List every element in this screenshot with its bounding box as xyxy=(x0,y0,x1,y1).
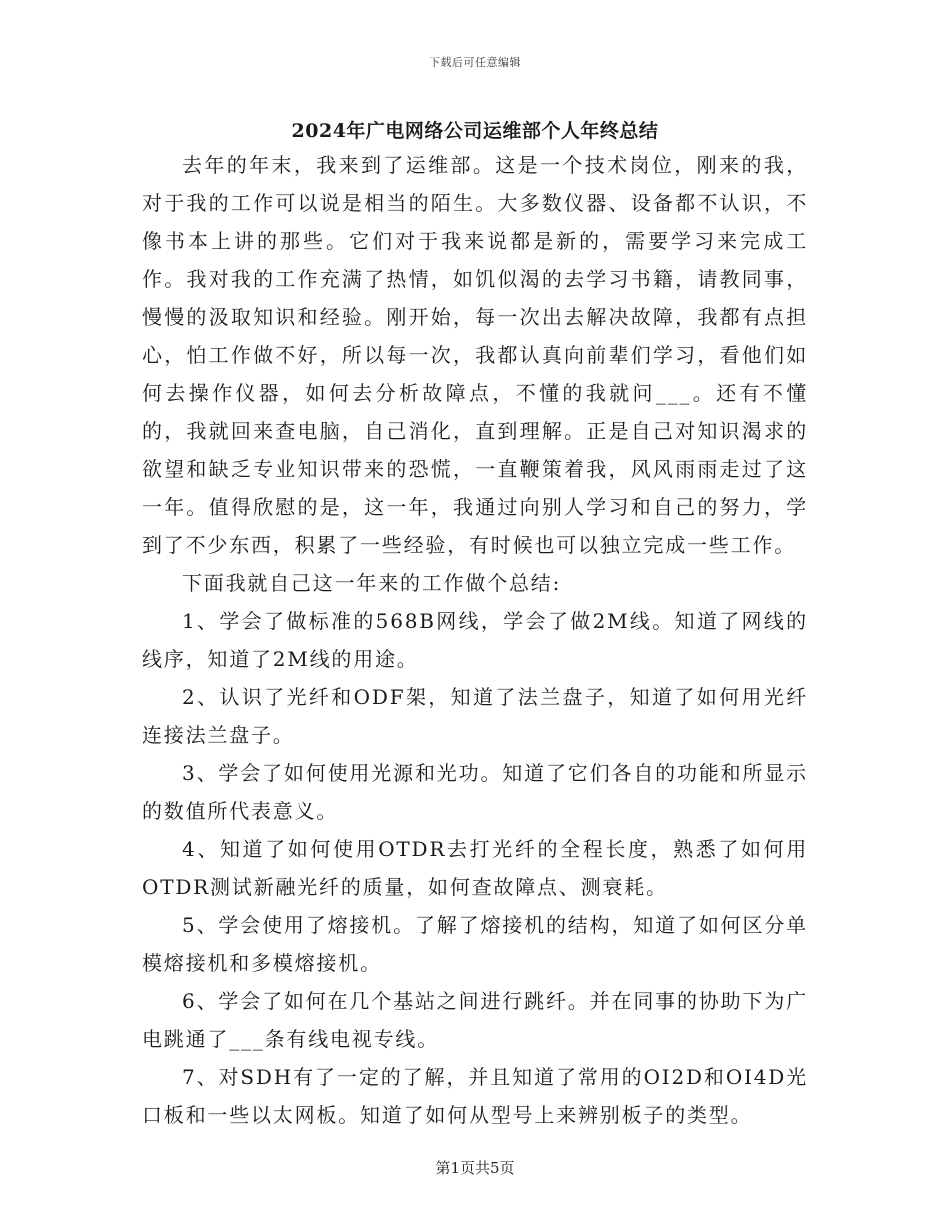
page-footer: 第1页共5页 xyxy=(435,1159,515,1177)
list-item-3: 3、学会了如何使用光源和光功。知道了它们各自的功能和所显示的数值所代表意义。 xyxy=(142,761,808,823)
list-item-5: 5、学会使用了熔接机。了解了熔接机的结构，知道了如何区分单模熔接机和多模熔接机。 xyxy=(142,913,808,975)
list-item-7: 7、对SDH有了一定的了解，并且知道了常用的OI2D和OI4D光口板和一些以太网板。知道了如何从型号上来辨别板子的类型。 xyxy=(142,1065,808,1127)
list-item-6: 6、学会了如何在几个基站之间进行跳纤。并在同事的协助下为广电跳通了___条有线电视专线。 xyxy=(142,989,808,1051)
list-item-1: 1、学会了做标准的568B网线，学会了做2M线。知道了网线的线序，知道了2M线的用途。 xyxy=(142,609,808,671)
list-item-4: 4、知道了如何使用OTDR去打光纤的全程长度，熟悉了如何用OTDR测试新融光纤的质量，如何查故障点、测衰耗。 xyxy=(142,837,808,899)
header-note: 下载后可任意编辑 xyxy=(429,56,521,69)
paragraph-summary-lead: 下面我就自己这一年来的工作做个总结: xyxy=(182,571,562,595)
document-body xyxy=(142,146,808,1134)
list-item-2: 2、认识了光纤和ODF架，知道了法兰盘子，知道了如何用光纤连接法兰盘子。 xyxy=(142,685,808,747)
document-title: 2024年广电网络公司运维部个人年终总结 xyxy=(291,120,659,142)
paragraph-intro: 去年的年末，我来到了运维部。这是一个技术岗位，刚来的我，对于我的工作可以说是相当的陌生。大多数仪器、设备都不认识，不像书本上讲的那些。它们对于我来说都是新的，需要学习来完成工作。我对我的工作充满了热情，如饥似渴的去学习书籍，请教同事，慢慢的汲取知识和经验。刚开始，每一次出去解决故障，我都有点担心，怕工作做不好，所以每一次，我都认真向前辈们学习，看他们如何去操作仪器，如何去分析故障点，不懂的我就问___。还有不懂的，我就回来查电脑，自己消化，直到理解。正是自己对知识渴求的欲望和缺乏专业知识带来的恐慌，一直鞭策着我，风风雨雨走过了这一年。值得欣慰的是，这一年，我通过向别人学习和自己的努力，学到了不少东西，积累了一些经验，有时候也可以独立完成一些工作。 xyxy=(142,153,808,557)
